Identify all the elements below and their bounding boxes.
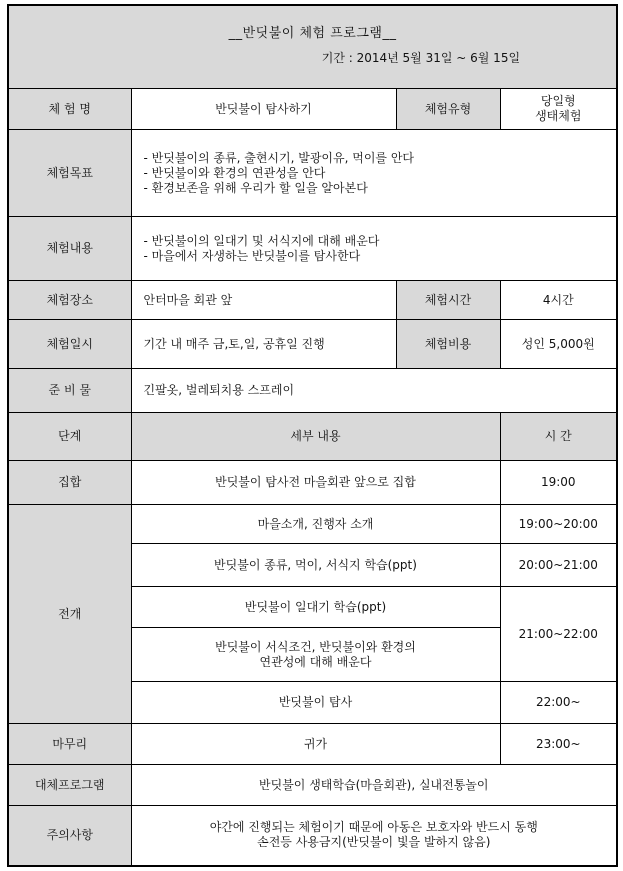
dev-time: 20:00~21:00 bbox=[500, 544, 617, 587]
finish-stage: 마무리 bbox=[8, 724, 131, 765]
gather-time: 19:00 bbox=[500, 461, 617, 505]
dev-detail: 마을소개, 진행자 소개 bbox=[131, 505, 500, 544]
content-value bbox=[131, 217, 617, 281]
gather-detail: 반딧불이 탐사전 마을회관 앞으로 집합 bbox=[131, 461, 500, 505]
cost-label: 체험비용 bbox=[396, 320, 500, 369]
name-value: 반딧불이 탐사하기 bbox=[131, 89, 396, 130]
alt-value: 반딧불이 생태학습(마을회관), 실내전통놀이 bbox=[131, 765, 617, 806]
date-value: 기간 내 매주 금,토,일, 공휴일 진행 bbox=[131, 320, 396, 369]
dev-detail: 반딧불이 탐사 bbox=[131, 682, 500, 724]
goal-item: - 반딧불이와 환경의 연관성을 안다 bbox=[144, 166, 611, 181]
dev-detail-line2: 연관성에 대해 배운다 bbox=[259, 654, 372, 669]
goal-item: - 반딧불이의 종류, 출현시기, 발광이유, 먹이를 안다 bbox=[144, 151, 611, 166]
goal-item: - 환경보존을 위해 우리가 할 일을 알아본다 bbox=[144, 181, 611, 196]
prep-label: 준 비 물 bbox=[8, 369, 131, 413]
time-value: 4시간 bbox=[500, 281, 617, 320]
type-value bbox=[500, 89, 617, 130]
type-label: 체험유형 bbox=[396, 89, 500, 130]
title-block bbox=[8, 5, 617, 89]
type-value-line2: 생태체험 bbox=[535, 109, 582, 123]
gather-stage: 집합 bbox=[8, 461, 131, 505]
alt-label: 대체프로그램 bbox=[8, 765, 131, 806]
dev-detail bbox=[131, 628, 500, 682]
dev-time: 21:00~22:00 bbox=[500, 587, 617, 682]
program-period: 기간 : 2014년 5월 31일 ~ 6월 15일 bbox=[321, 51, 521, 65]
goal-label: 체험목표 bbox=[8, 130, 131, 217]
goal-list bbox=[144, 151, 611, 196]
finish-detail: 귀가 bbox=[131, 724, 500, 765]
content-label: 체험내용 bbox=[8, 217, 131, 281]
program-table bbox=[7, 4, 618, 867]
dev-detail: 반딧불이 종류, 먹이, 서식지 학습(ppt) bbox=[131, 544, 500, 587]
date-label: 체험일시 bbox=[8, 320, 131, 369]
time-label: 체험시간 bbox=[396, 281, 500, 320]
notice-line2: 손전등 사용금지(반딧불이 빛을 발하지 않음) bbox=[257, 835, 491, 850]
cost-value: 성인 5,000원 bbox=[500, 320, 617, 369]
content-item: - 마을에서 자생하는 반딧불이를 탐사한다 bbox=[144, 249, 611, 264]
notice-value bbox=[131, 806, 617, 866]
dev-detail-line1: 반딧불이 서식조건, 반딧불이와 환경의 bbox=[215, 639, 416, 654]
schedule-header-stage: 단계 bbox=[8, 413, 131, 461]
schedule-header-detail: 세부 내용 bbox=[131, 413, 500, 461]
place-value: 안터마을 회관 앞 bbox=[131, 281, 396, 320]
document-title: __반딧불이 체험 프로그램__ bbox=[228, 26, 397, 41]
program-document bbox=[7, 4, 616, 867]
prep-value: 긴팔옷, 벌레퇴치용 스프레이 bbox=[131, 369, 617, 413]
dev-stage: 전개 bbox=[8, 505, 131, 724]
place-label: 체험장소 bbox=[8, 281, 131, 320]
content-item: - 반딧불이의 일대기 및 서식지에 대해 배운다 bbox=[144, 234, 611, 249]
dev-detail: 반딧불이 일대기 학습(ppt) bbox=[131, 587, 500, 628]
name-label: 체 험 명 bbox=[8, 89, 131, 130]
goal-value bbox=[131, 130, 617, 217]
dev-time: 22:00~ bbox=[500, 682, 617, 724]
notice-label: 주의사항 bbox=[8, 806, 131, 866]
dev-time: 19:00~20:00 bbox=[500, 505, 617, 544]
type-value-line1: 당일형 bbox=[540, 94, 576, 108]
content-list bbox=[144, 234, 611, 264]
schedule-header-time: 시 간 bbox=[500, 413, 617, 461]
finish-time: 23:00~ bbox=[500, 724, 617, 765]
notice-line1: 야간에 진행되는 체험이기 때문에 아동은 보호자와 반드시 동행 bbox=[209, 820, 538, 835]
